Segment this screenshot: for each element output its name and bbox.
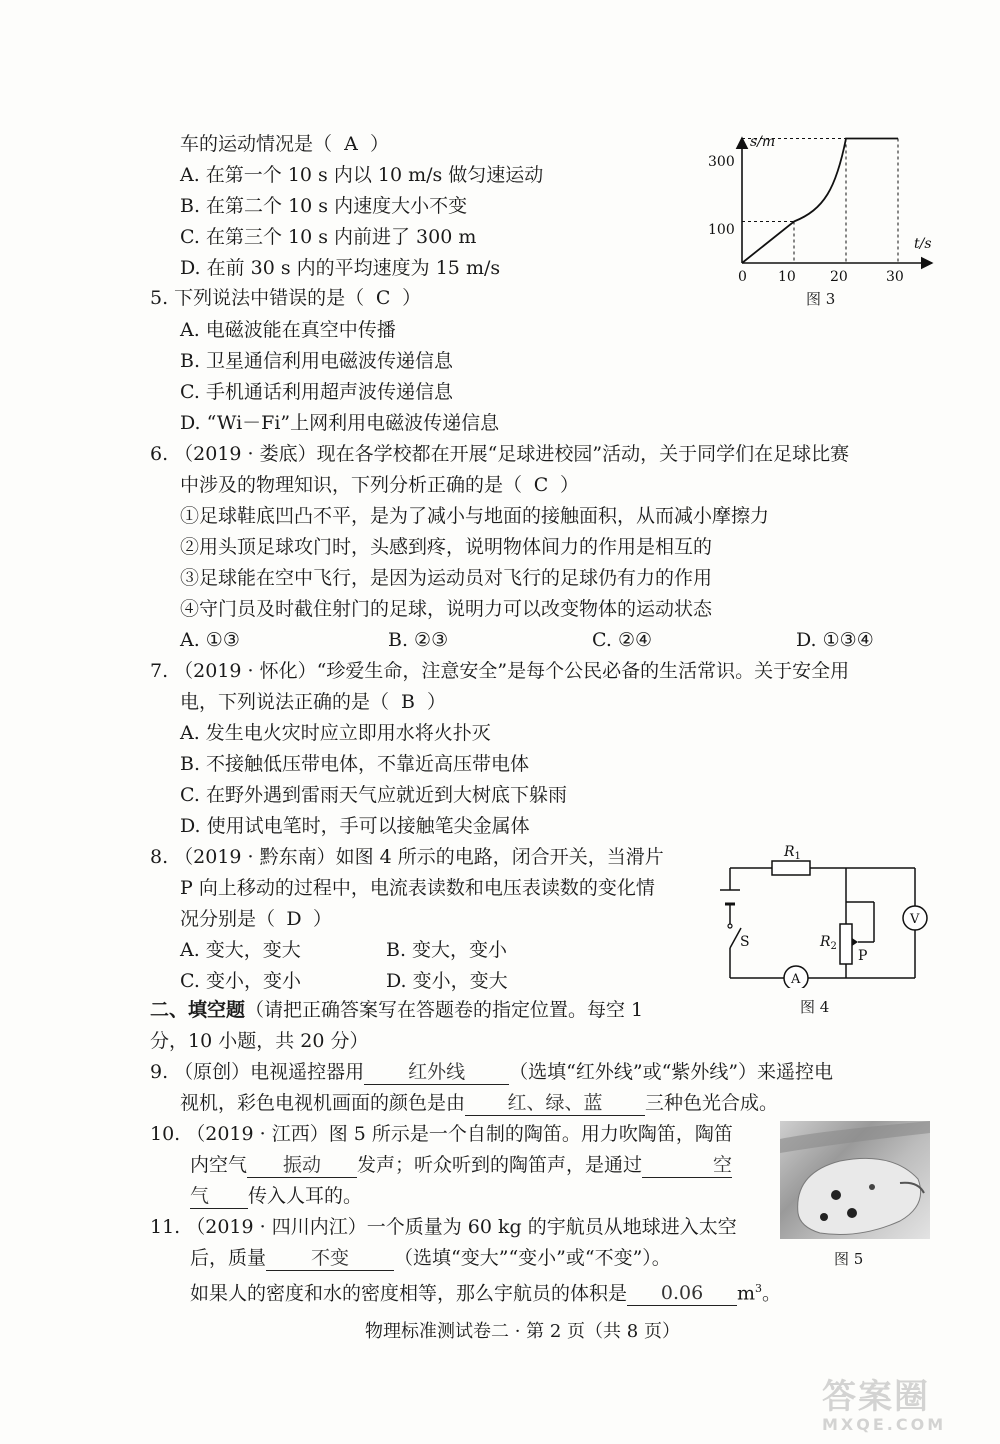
- q8-stem-line2: P 向上移动的过程中，电流表读数和电压表读数的变化情: [180, 877, 655, 899]
- watermark: [822, 1378, 990, 1436]
- q6-answer: C: [533, 474, 549, 496]
- q8-answer: D: [286, 908, 302, 930]
- q11-blank-2: 0.06: [627, 1281, 737, 1306]
- q5-answer: C: [375, 287, 391, 309]
- y-tick-100: 100: [708, 222, 735, 238]
- figure-5-photo: [780, 1121, 930, 1239]
- q7-option-d: D. 使用试电笔时，手可以接触笔尖金属体: [180, 815, 530, 837]
- q10-line1: 10. （2019 · 江西）图 5 所示是一个自制的陶笛。用力吹陶笛，陶笛: [150, 1123, 733, 1145]
- q7-option-b: B. 不接触低压带电体，不靠近高压带电体: [180, 753, 530, 775]
- section-2-header: [150, 998, 643, 1022]
- r1-label: $R_1$: [784, 844, 801, 862]
- q11-line1: 11. （2019 · 四川内江）一个质量为 60 kg 的宇航员从地球进入太空: [150, 1216, 737, 1238]
- q8-choice-d: D. 变小，变大: [386, 970, 508, 992]
- q5-option-d: D. “Wi－Fi”上网利用电磁波传递信息: [180, 412, 500, 434]
- q7-option-a: A. 发生电火灾时应立即用水将火扑灭: [180, 722, 491, 744]
- section-2-note-line1: （请把正确答案写在答题卷的指定位置。每空 1: [245, 999, 644, 1021]
- y-tick-300: 300: [708, 154, 735, 170]
- q11-line3: 如果人的密度和水的密度相等，那么宇航员的体积是 0.06 $m^3$。: [190, 1282, 782, 1305]
- x-tick-10: 10: [778, 269, 796, 285]
- switch-label: S: [740, 934, 750, 950]
- q10-line2: 内空气 振动 发声；听众听到的陶笛声，是通过 空: [190, 1154, 733, 1176]
- q10-blank-1: 振动: [247, 1153, 357, 1178]
- ocarina-image: [780, 1121, 930, 1239]
- r2-label: $R_2$: [820, 934, 837, 952]
- s-t-curve: [742, 139, 898, 264]
- page-footer: 物理标准测试卷二 · 第 2 页（共 8 页）: [365, 1321, 680, 1342]
- q8-choice-c: C. 变小，变小: [180, 970, 301, 992]
- figure-5-caption: 图 5: [834, 1250, 864, 1268]
- x-tick-30: 30: [886, 269, 904, 285]
- q10-line3: 气 传入人耳的。: [190, 1185, 363, 1207]
- q8-stem-line3: 况分别是（ D ）: [180, 908, 333, 930]
- q7-stem-line2: 电，下列说法正确的是（ B ）: [180, 691, 447, 713]
- q4-option-c: C. 在第三个 10 s 内前进了 300 m: [180, 226, 477, 248]
- q10-blank-2a: 空: [642, 1153, 732, 1178]
- figure-4-circuit: [710, 838, 940, 988]
- q9-blank-2: 红、绿、蓝: [465, 1091, 645, 1116]
- q4-answer: A: [344, 133, 358, 155]
- q10-blank-2b: 气: [190, 1184, 248, 1209]
- figure-4-caption: 图 4: [800, 998, 830, 1016]
- slider-arrow: [852, 938, 858, 946]
- q6-item-4: ④守门员及时截住射门的足球，说明力可以改变物体的运动状态: [180, 598, 713, 620]
- q6-choice-c: C. ②④: [592, 629, 653, 651]
- rheostat-r2: [840, 924, 852, 964]
- q5-option-c: C. 手机通话利用超声波传递信息: [180, 381, 453, 403]
- q7-option-c: C. 在野外遇到雷雨天气应就近到大树底下躲雨: [180, 784, 567, 806]
- switch-contact-top: [728, 924, 732, 928]
- q8-choice-a: A. 变大，变大: [180, 939, 301, 961]
- q9-blank-1: 红外线: [364, 1060, 509, 1085]
- x-tick-20: 20: [830, 269, 848, 285]
- q6-stem-line1: 6. （2019 · 娄底）现在各学校都在开展“足球进校园”活动，关于同学们在足球比赛: [150, 443, 850, 465]
- q7-answer: B: [401, 691, 415, 713]
- q6-choice-a: A. ①③: [180, 629, 240, 651]
- x-tick-0: 0: [738, 269, 747, 285]
- figure-3-caption: 图 3: [806, 290, 836, 308]
- q4-option-b: B. 在第二个 10 s 内速度大小不变: [180, 195, 468, 217]
- q6-choice-b: B. ②③: [388, 629, 449, 651]
- watermark-logo: 答案圈: [822, 1377, 930, 1417]
- section-2-title: 二、填空题: [150, 999, 246, 1021]
- q6-choice-d: D. ①③④: [796, 629, 874, 651]
- y-axis-label: s/m: [750, 134, 776, 150]
- q9-line1: 9. （原创）电视遥控器用 红外线 （选填“红外线”或“紫外线”）来遥控电: [150, 1061, 834, 1083]
- voltmeter-label: V: [910, 912, 920, 927]
- section-2-note-line2: 分，10 小题，共 20 分）: [150, 1030, 369, 1052]
- q5-option-b: B. 卫星通信利用电磁波传递信息: [180, 350, 454, 372]
- q6-stem-line2: 中涉及的物理知识，下列分析正确的是（ C ）: [180, 474, 580, 496]
- q6-item-1: ①足球鞋底凹凸不平，是为了减小与地面的接触面积，从而减小摩擦力: [180, 505, 770, 527]
- resistor-r1: [772, 861, 810, 875]
- q11-blank-1: 不变: [266, 1246, 394, 1271]
- watermark-url: MXQE.COM: [822, 1415, 947, 1434]
- q5-stem: 5. 下列说法中错误的是（ C ）: [150, 287, 422, 309]
- q4-stem: 车的运动情况是（ A ）: [180, 133, 390, 155]
- q6-item-3: ③足球能在空中飞行，是因为运动员对飞行的足球仍有力的作用: [180, 567, 713, 589]
- q8-stem-line1: 8. （2019 · 黔东南）如图 4 所示的电路，闭合开关，当滑片: [150, 846, 664, 868]
- figure-3-graph: [700, 130, 940, 290]
- q6-item-2: ②用头顶足球攻门时，头感到疼，说明物体间力的作用是相互的: [180, 536, 713, 558]
- q4-option-d: D. 在前 30 s 内的平均速度为 15 m/s: [180, 257, 501, 279]
- q8-choice-b: B. 变大，变小: [386, 939, 508, 961]
- q11-line2: 后，质量 不变 （选填“变大”“变小”或“不变”）。: [190, 1247, 671, 1269]
- x-axis-label: t/s: [914, 236, 932, 252]
- ammeter-label: A: [791, 972, 801, 987]
- q4-option-a: A. 在第一个 10 s 内以 10 m/s 做匀速运动: [180, 164, 544, 186]
- q9-line2: 视机，彩色电视机画面的颜色是由 红、绿、蓝 三种色光合成。: [180, 1092, 779, 1114]
- q5-option-a: A. 电磁波能在真空中传播: [180, 319, 396, 341]
- q7-stem-line1: 7. （2019 · 怀化）“珍爱生命，注意安全”是每个公民必备的生活常识。关于安全用: [150, 660, 850, 682]
- slider-label: P: [858, 948, 868, 964]
